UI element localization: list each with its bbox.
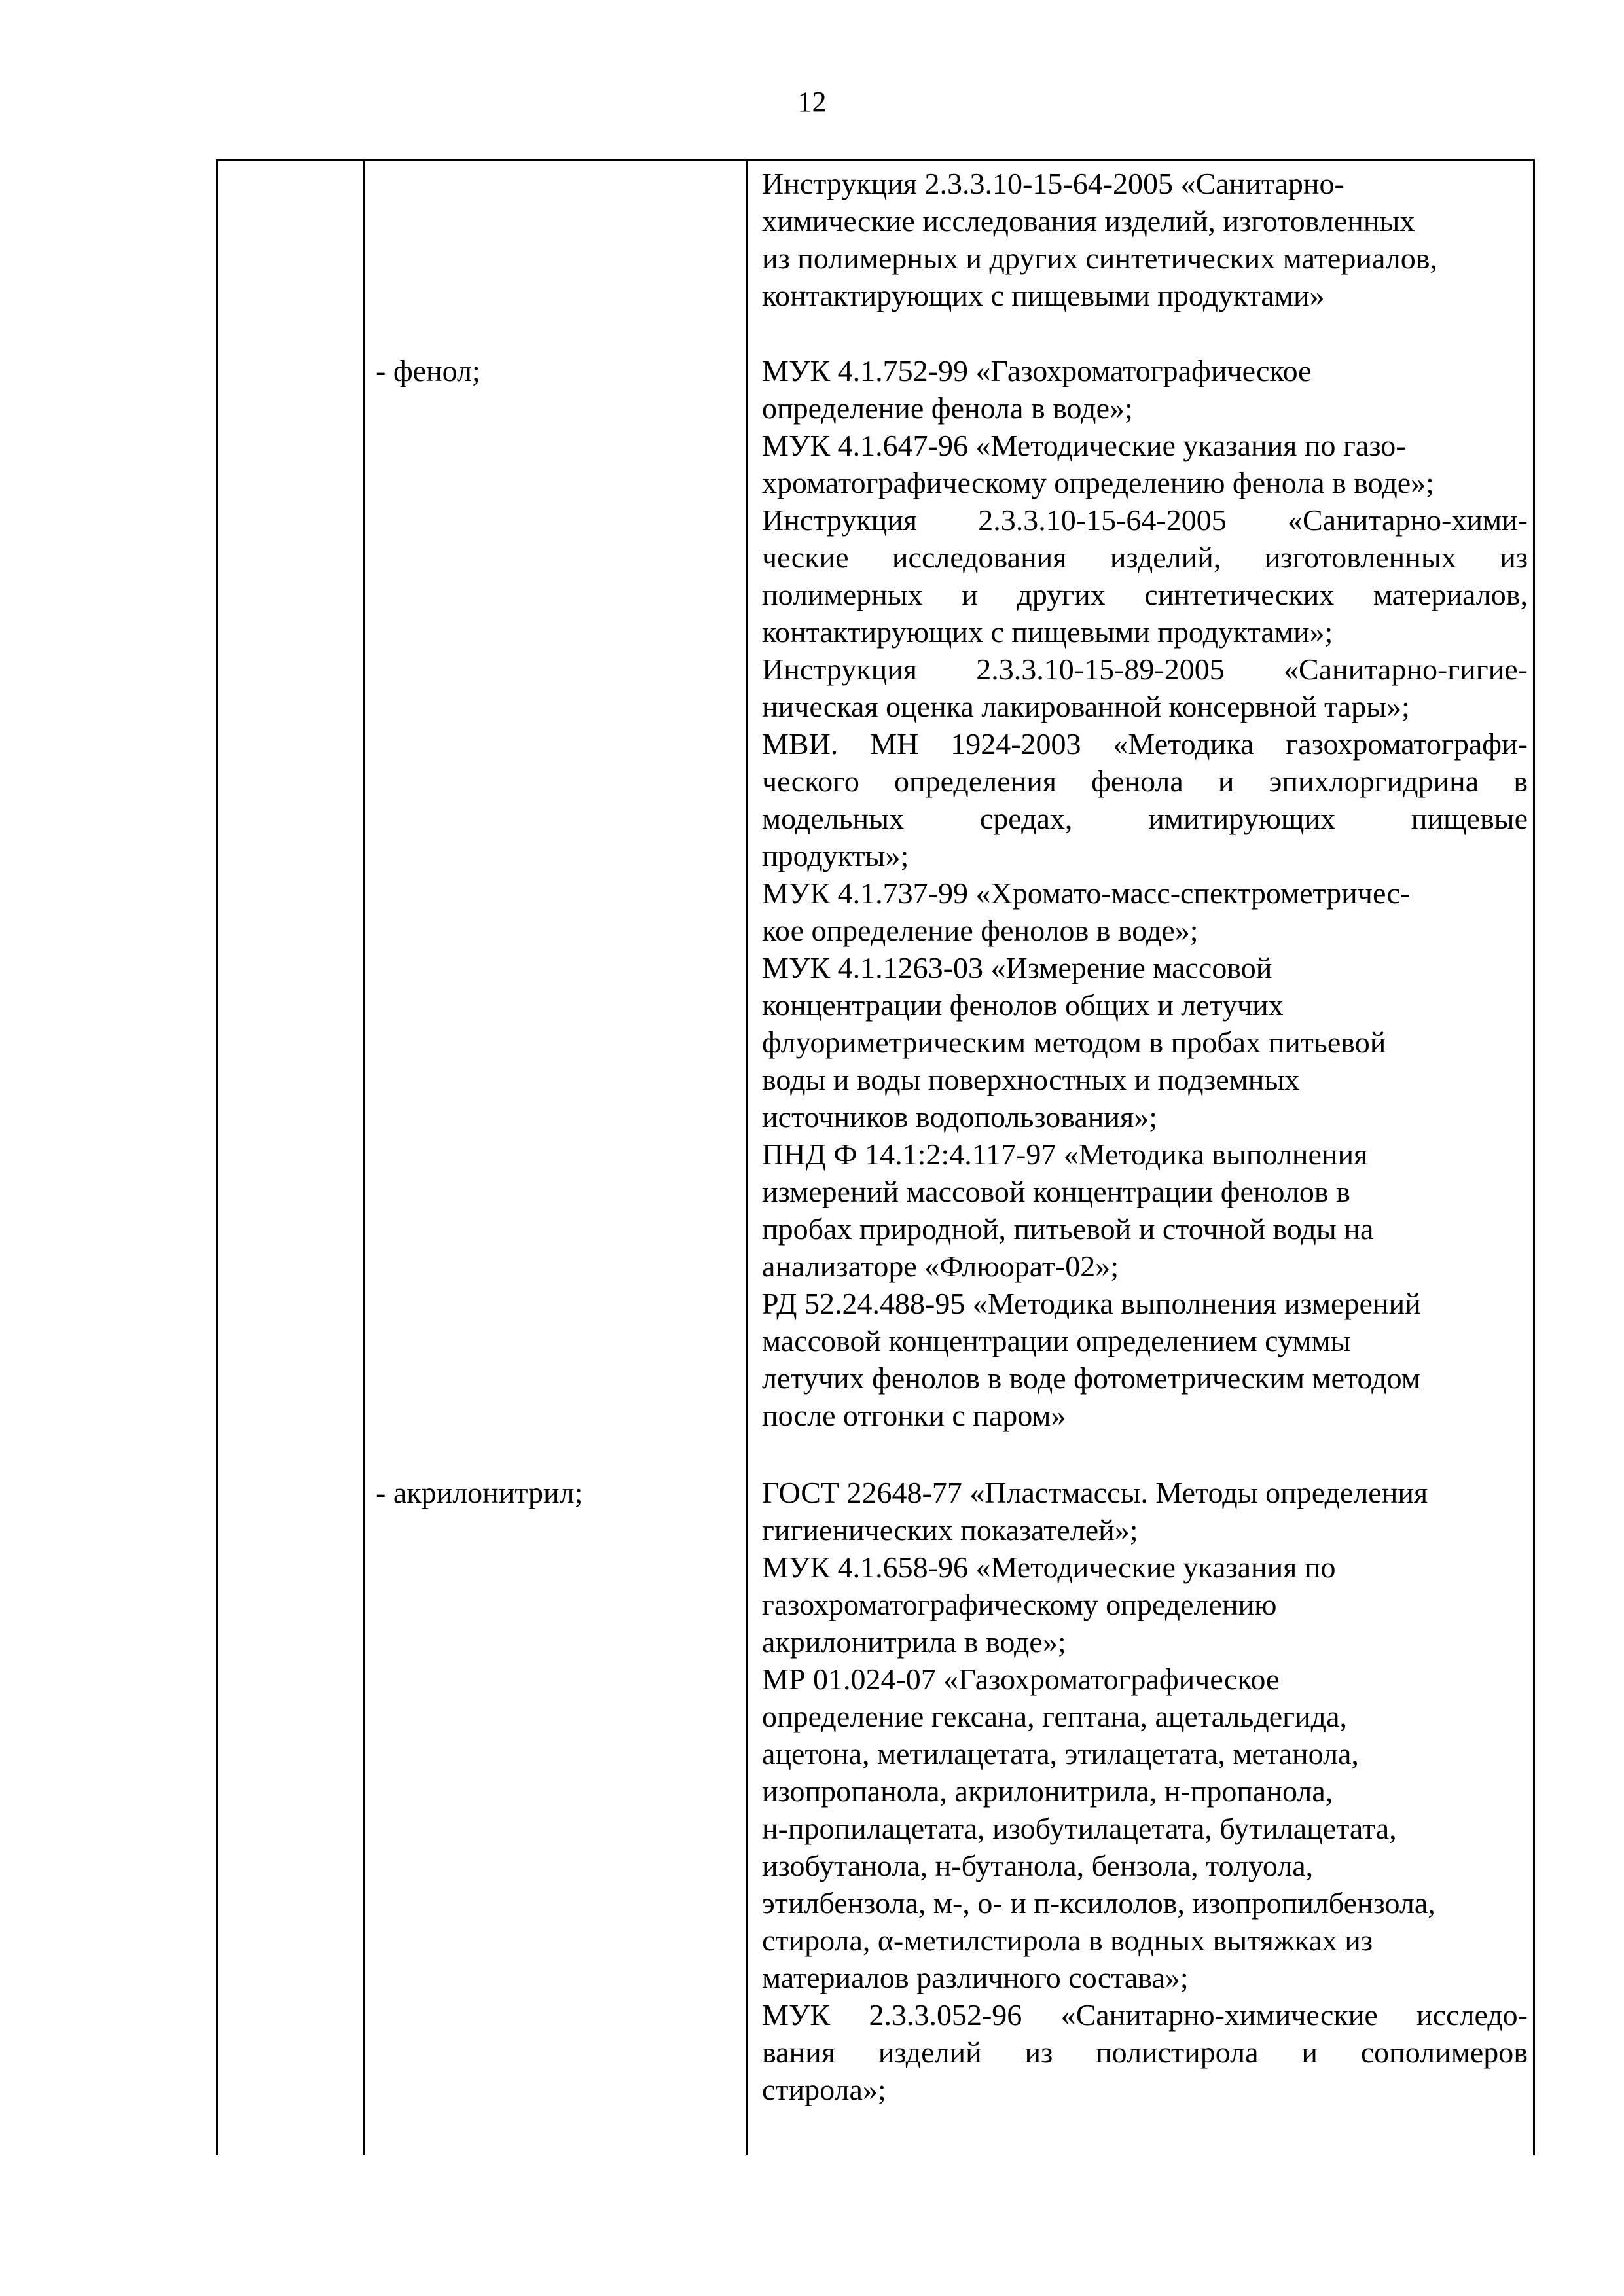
reference-line: этилбензола, м-, о- и п-ксилолов, изопропилбензола, <box>762 1886 1435 1920</box>
reference-entry <box>762 874 1528 949</box>
reference-line: контактирующих с пищевыми продуктами» <box>762 279 1325 312</box>
substance-phenol: - фенол; <box>376 354 480 387</box>
reference-line: н-пропилацетата, изобутилацетата, бутилацетата, <box>762 1812 1397 1845</box>
reference-line: Инструкция 2.3.3.10-15-64-2005 «Санитарно- <box>762 167 1344 200</box>
reference-entry <box>762 352 1528 427</box>
reference-line: акрилонитрила в воде»; <box>762 1625 1066 1659</box>
reference-line: изобутанола, н-бутанола, бензола, толуола, <box>762 1849 1314 1882</box>
substance-acrylonitrile: - акрилонитрил; <box>376 1476 583 1509</box>
reference-line: воды и воды поверхностных и подземных <box>762 1063 1300 1096</box>
reference-line: флуориметрическим методом в пробах питьевой <box>762 1026 1386 1059</box>
reference-line: МУК 4.1.658-96 «Методические указания по <box>762 1551 1336 1584</box>
reference-line: ГОСТ 22648-77 «Пластмассы. Методы определения <box>762 1476 1428 1509</box>
reference-entry <box>762 1660 1528 1996</box>
references-phenol <box>762 352 1528 1434</box>
reference-entry <box>762 165 1528 314</box>
reference-entry <box>762 1474 1528 1549</box>
table-column-border <box>216 159 218 2155</box>
reference-entry <box>762 1549 1528 1660</box>
reference-line: пробах природной, питьевой и сточной воды на <box>762 1212 1374 1246</box>
reference-line: химические исследования изделий, изготовленных <box>762 204 1415 238</box>
reference-line: ацетона, метилацетата, этилацетата, метанола, <box>762 1737 1359 1770</box>
reference-entry <box>762 651 1528 725</box>
reference-line: МУК 4.1.752-99 «Газохроматографическое <box>762 354 1312 387</box>
reference-line: летучих фенолов в воде фотометрическим методом <box>762 1361 1420 1395</box>
reference-entry <box>762 501 1528 651</box>
reference-line: МУК 4.1.737-99 «Хромато-масс-спектрометричес- <box>762 876 1411 910</box>
table-column-border <box>746 159 748 2155</box>
reference-line: контактирующих с пищевыми продуктами»; <box>762 615 1333 649</box>
reference-line: анализаторе «Флюорат-02»; <box>762 1249 1119 1283</box>
reference-line: концентрации фенолов общих и летучих <box>762 988 1284 1022</box>
reference-line: полимерных и других синтетических материалов, <box>762 578 1528 611</box>
reference-entry <box>762 1996 1528 2108</box>
reference-line: ПНД Ф 14.1:2:4.117-97 «Методика выполнения <box>762 1138 1368 1171</box>
reference-line: газохроматографическому определению <box>762 1588 1277 1621</box>
reference-entry <box>762 725 1528 874</box>
reference-line: Инструкция 2.3.3.10-15-64-2005 «Санитарно-хими- <box>762 503 1528 537</box>
reference-line: Инструкция 2.3.3.10-15-89-2005 «Санитарно-гигие- <box>762 653 1528 686</box>
reference-line: кое определение фенолов в воде»; <box>762 914 1199 947</box>
table-top-border <box>216 159 1535 161</box>
reference-line: определение гексана, гептана, ацетальдегида, <box>762 1700 1347 1733</box>
reference-line: определение фенола в воде»; <box>762 391 1133 425</box>
reference-line: источников водопользования»; <box>762 1100 1157 1134</box>
reference-entry <box>762 1136 1528 1285</box>
references-acrylonitrile <box>762 1474 1528 2108</box>
reference-line: МУК 4.1.647-96 «Методические указания по газо- <box>762 429 1406 462</box>
reference-line: вания изделий из полистирола и сополимеров <box>762 2036 1528 2069</box>
reference-line: измерений массовой концентрации фенолов в <box>762 1175 1350 1208</box>
reference-line: хроматографическому определению фенола в воде»; <box>762 466 1434 499</box>
reference-line: продукты»; <box>762 839 909 872</box>
reference-line: гигиенических показателей»; <box>762 1513 1138 1547</box>
reference-line: МУК 4.1.1263-03 «Измерение массовой <box>762 951 1272 984</box>
reference-line: массовой концентрации определением суммы <box>762 1324 1351 1357</box>
reference-line: ническая оценка лакированной консервной тары»; <box>762 690 1410 723</box>
reference-line: МВИ. МН 1924-2003 «Методика газохроматографи- <box>762 727 1528 761</box>
reference-line: материалов различного состава»; <box>762 1961 1189 1994</box>
reference-entry <box>762 949 1528 1136</box>
reference-entry <box>762 1285 1528 1434</box>
reference-line: РД 52.24.488-95 «Методика выполнения измерений <box>762 1287 1421 1320</box>
reference-line: стирола, α-метилстирола в водных вытяжках из <box>762 1924 1373 1957</box>
reference-line: ческого определения фенола и эпихлоргидрина в <box>762 764 1528 798</box>
reference-entry <box>762 427 1528 501</box>
reference-line: ческие исследования изделий, изготовленных из <box>762 541 1528 574</box>
reference-line: модельных средах, имитирующих пищевые <box>762 802 1528 835</box>
references-continuation <box>762 165 1528 314</box>
reference-line: после отгонки с паром» <box>762 1399 1066 1432</box>
table-column-border <box>363 159 365 2155</box>
reference-line: стирола»; <box>762 2073 886 2106</box>
table-column-border <box>1533 159 1535 2155</box>
page-number: 12 <box>797 86 827 118</box>
reference-line: изопропанола, акрилонитрила, н-пропанола, <box>762 1774 1333 1808</box>
reference-line: МР 01.024-07 «Газохроматографическое <box>762 1662 1280 1696</box>
reference-line: МУК 2.3.3.052-96 «Санитарно-химические исследо- <box>762 1998 1528 2032</box>
reference-line: из полимерных и других синтетических материалов, <box>762 242 1437 275</box>
